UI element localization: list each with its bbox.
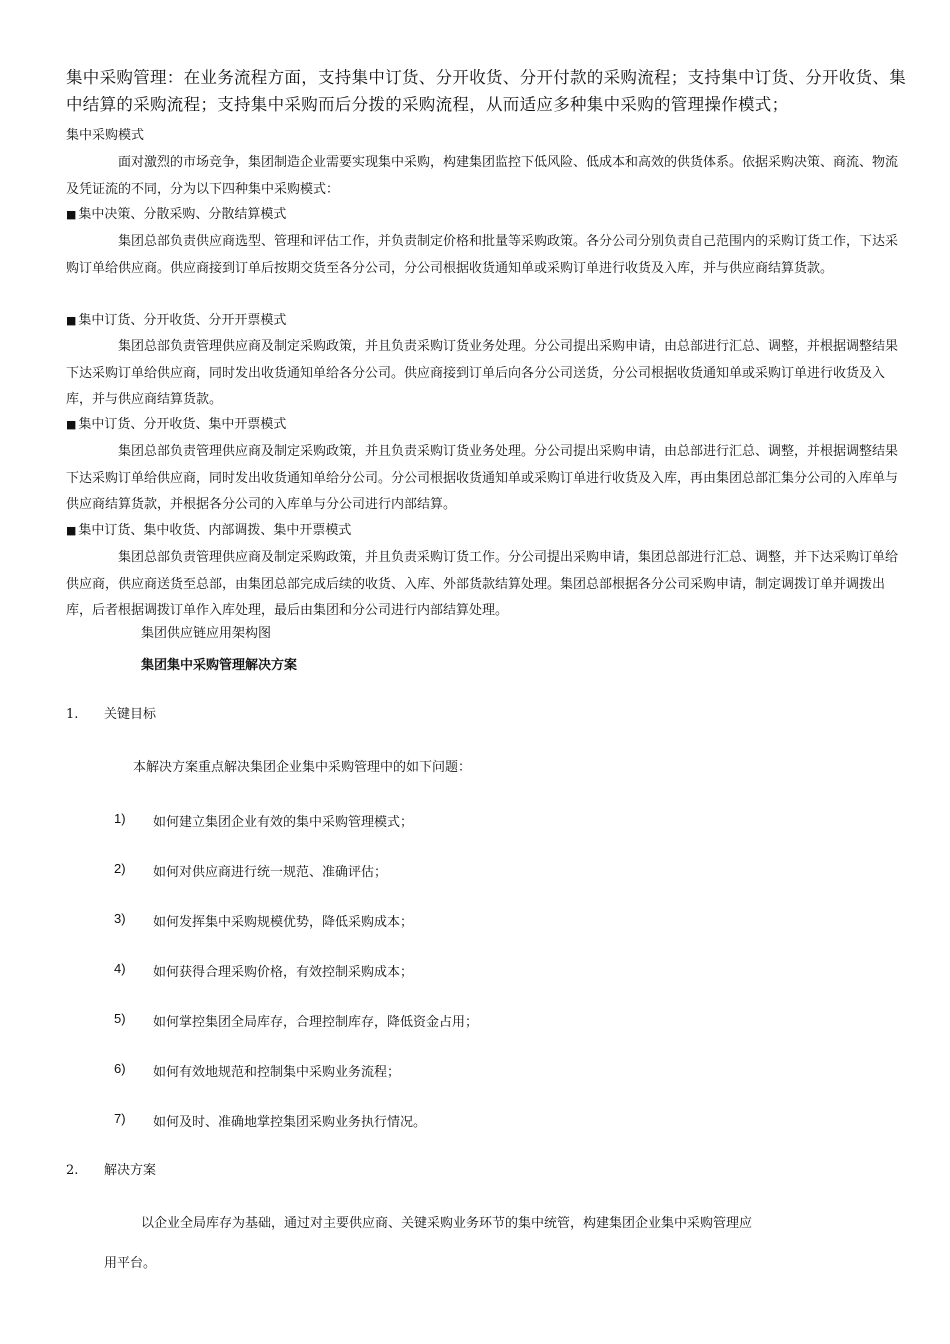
bullet-square-icon: ■ <box>66 524 77 537</box>
mode-3-title: 集中订货、分开收货、集中开票模式 <box>78 417 287 432</box>
question-item: 如何掌控集团全局库存，合理控制库存，降低资金占用； <box>153 1015 479 1030</box>
bullet-square-icon: ■ <box>66 418 77 431</box>
question-number: 4) <box>114 961 126 976</box>
mode-1-title: 集中决策、分散采购、分散结算模式 <box>78 207 287 222</box>
question-item: 如何获得合理采购价格，有效控制采购成本； <box>153 965 414 980</box>
question-item: 如何及时、准确地掌控集团采购业务执行情况。 <box>153 1115 427 1130</box>
solution-title: 集团集中采购管理解决方案 <box>141 658 298 673</box>
mode-4-title: 集中订货、集中收货、内部调拨、集中开票模式 <box>78 523 352 538</box>
question-number: 7) <box>114 1111 126 1126</box>
mode-2-paragraph: 集团总部负责管理供应商及制定采购政策，并且负责采购订货业务处理。分公司提出采购申请，由总部进行汇总、调整，并根据调整结果下达采购订单给供应商，同时发出收货通知单给各分公司。供应商接到订单后向各分公司送货，分公司根据收货通知单或采购订单进行收货及入库，并与供应商结算货款。 <box>66 339 899 407</box>
question-number: 3) <box>114 911 126 926</box>
mode-3-heading <box>66 415 286 435</box>
section-2-text-line-2: 用平台。 <box>104 1256 157 1271</box>
mode-1-paragraph: 集团总部负责供应商选型、管理和评估工作，并负责制定价格和批量等采购政策。各分公司分别负责自己范围内的采购订货工作，下达采购订单给供应商。供应商接到订单后按期交货至各分公司，分公司根据收货通知单或采购订单进行收货及入库，并与供应商结算货款。 <box>66 234 899 276</box>
section-2-title: 解决方案 <box>104 1163 157 1178</box>
mode-1-heading <box>66 205 286 225</box>
section-1-title: 关键目标 <box>104 707 157 722</box>
question-number: 2) <box>114 861 126 876</box>
mode-4-heading <box>66 521 351 541</box>
question-item: 如何发挥集中采购规模优势，降低采购成本； <box>153 915 414 930</box>
mode-3-paragraph: 集团总部负责管理供应商及制定采购政策，并且负责采购订货业务处理。分公司提出采购申请，由总部进行汇总、调整，并根据调整结果下达采购订单给供应商，同时发出收货通知单给分公司。分公司根据收货通知单或采购订单进行收货及入库，再由集团总部汇集分公司的入库单与供应商结算货款，并根据各分公司的入库单与分公司进行内部结算。 <box>66 444 899 512</box>
question-number: 5) <box>114 1011 126 1026</box>
question-item: 如何建立集团企业有效的集中采购管理模式； <box>153 815 414 830</box>
question-item: 如何有效地规范和控制集中采购业务流程； <box>153 1065 401 1080</box>
mode-section-title: 集中采购模式 <box>66 128 145 143</box>
section-1-number: 1. <box>66 707 79 722</box>
intro-paragraph: 集中采购管理：在业务流程方面，支持集中订货、分开收货、分开付款的采购流程；支持集中订货、分开收货、集中结算的采购流程；支持集中采购而后分拨的采购流程，从而适应多种集中采购的管理操作模式； <box>66 68 906 114</box>
question-item: 如何对供应商进行统一规范、准确评估； <box>153 865 388 880</box>
bullet-square-icon: ■ <box>66 208 77 221</box>
mode-2-title: 集中订货、分开收货、分开开票模式 <box>78 313 287 328</box>
bullet-square-icon: ■ <box>66 314 77 327</box>
figure-caption: 集团供应链应用架构图 <box>141 626 272 641</box>
question-number: 6) <box>114 1061 126 1076</box>
section-2-number: 2. <box>66 1163 79 1178</box>
mode-4-paragraph: 集团总部负责管理供应商及制定采购政策，并且负责采购订货工作。分公司提出采购申请，集团总部进行汇总、调整，并下达采购订单给供应商，供应商送货至总部，由集团总部完成后续的收货、入库、外部货款结算处理。集团总部根据各分公司采购申请，制定调拨订单并调拨出库，后者根据调拨订单作入库处理，最后由集团和分公司进行内部结算处理。 <box>66 550 899 618</box>
section-2-text-line-1: 以企业全局库存为基础，通过对主要供应商、关键采购业务环节的集中统管，构建集团企业集中采购管理应 <box>141 1216 753 1231</box>
question-number: 1) <box>114 811 126 826</box>
mode-2-heading <box>66 311 286 331</box>
mode-intro-paragraph: 面对激烈的市场竞争，集团制造企业需要实现集中采购，构建集团监控下低风险、低成本和高效的供货体系。依据采购决策、商流、物流及凭证流的不同，分为以下四种集中采购模式： <box>66 155 899 197</box>
section-1-intro: 本解决方案重点解决集团企业集中采购管理中的如下问题： <box>133 760 472 775</box>
